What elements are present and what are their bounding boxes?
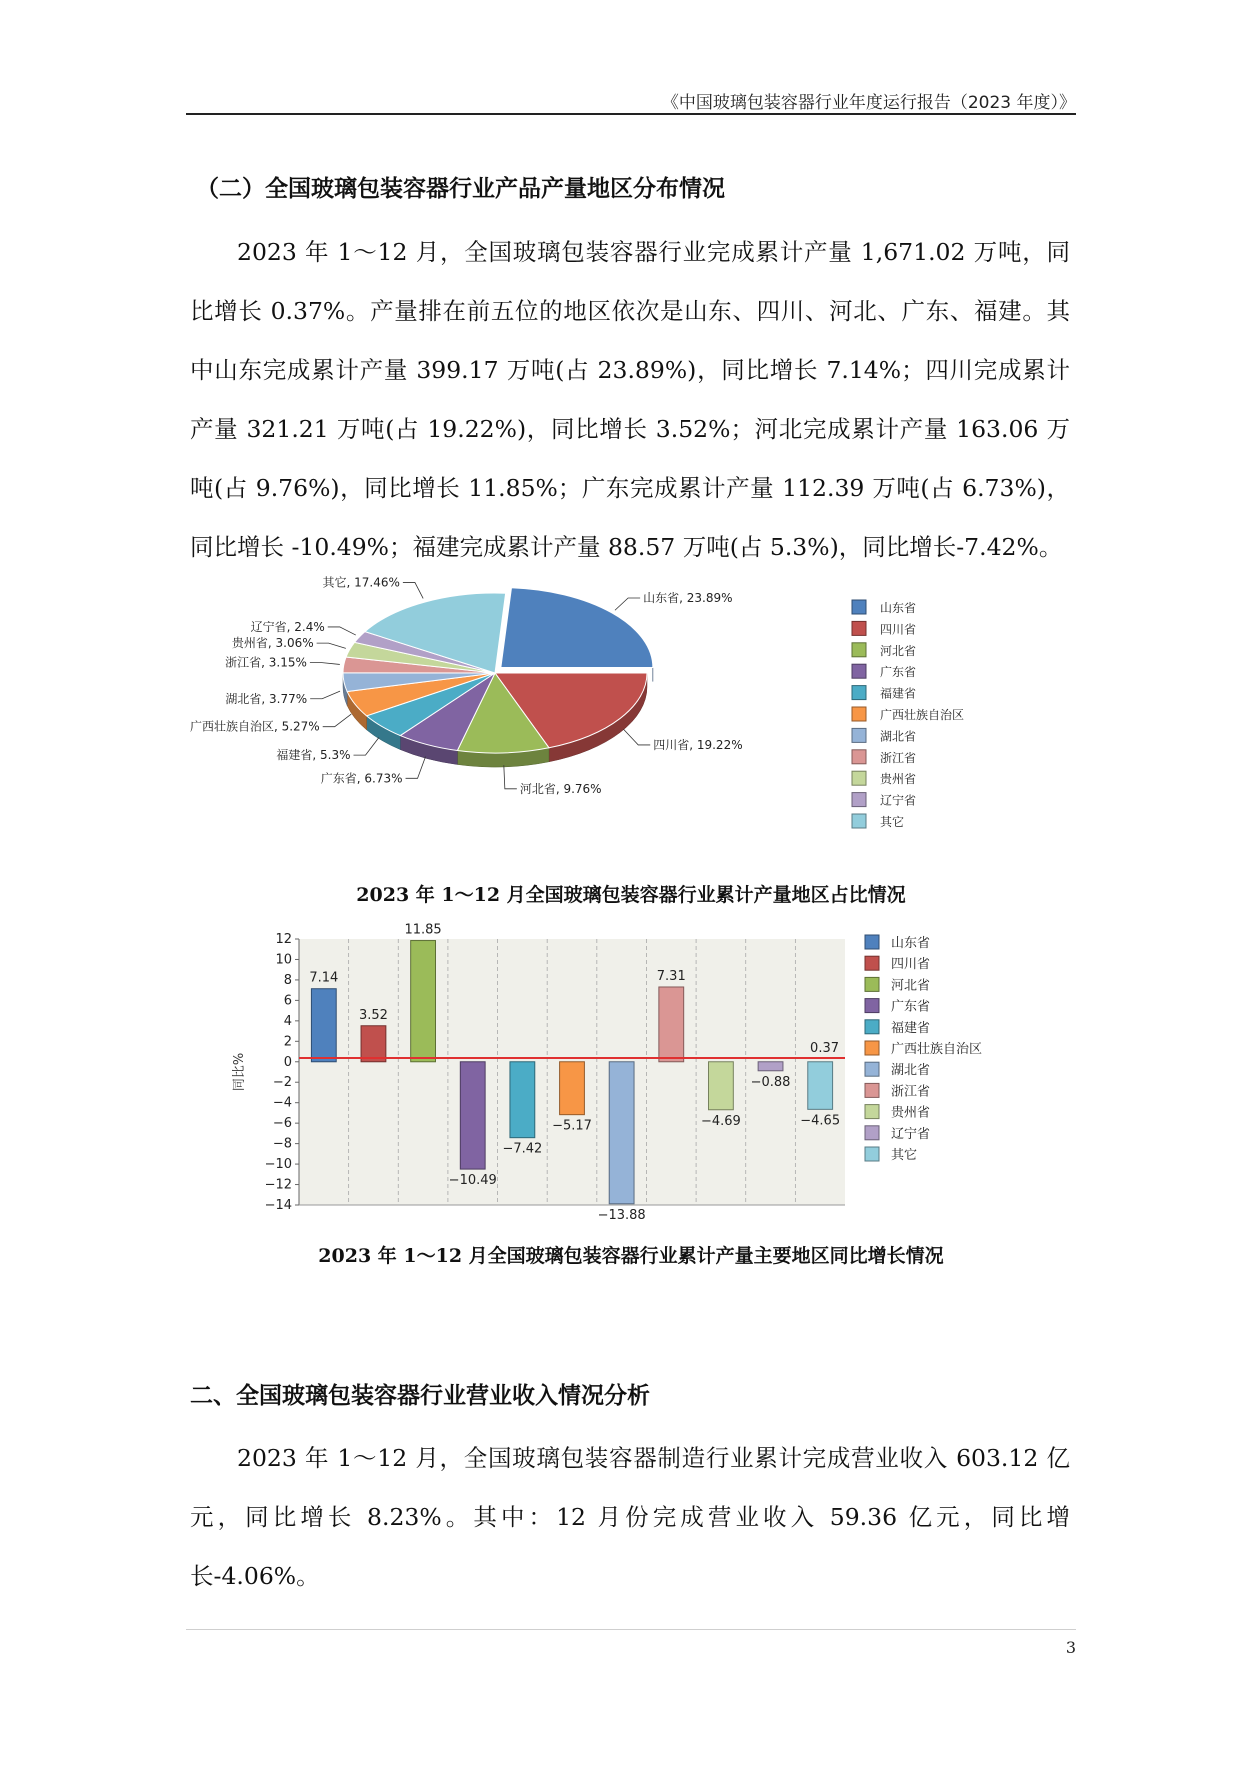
legend-label: 山东省 [891, 936, 931, 951]
y-tick-label: 12 [275, 932, 292, 947]
legend-label: 广西壮族自治区 [880, 708, 965, 722]
legend-label: 贵州省 [880, 772, 917, 787]
bar [311, 989, 336, 1062]
legend-swatch [852, 621, 866, 635]
bar-legend-item [865, 977, 930, 993]
bar-value-label: 11.85 [404, 922, 442, 938]
legend-swatch [865, 1105, 879, 1119]
bar-legend-item [865, 1041, 982, 1057]
pie-data-label: 四川省, 19.22% [653, 737, 743, 752]
bar-value-label: −13.88 [597, 1207, 646, 1223]
legend-swatch [852, 686, 866, 700]
legend-label: 四川省 [880, 622, 917, 637]
legend-label: 河北省 [891, 978, 931, 994]
pie-data-label: 广东省, 6.73% [320, 771, 403, 786]
pie-leader-line [623, 729, 650, 745]
legend-label: 浙江省 [891, 1084, 931, 1100]
legend-swatch [865, 1126, 879, 1140]
legend-label: 湖北省 [891, 1063, 931, 1079]
legend-swatch [852, 728, 866, 742]
legend-swatch [852, 793, 866, 807]
legend-swatch [852, 707, 866, 721]
bar-value-label: −0.88 [750, 1074, 791, 1090]
bar [460, 1062, 485, 1169]
running-header: 《中国玻璃包装容器行业年度运行报告（2023 年度）》 [661, 93, 1076, 113]
legend-swatch [865, 1083, 879, 1097]
pie-legend-item [852, 750, 916, 765]
legend-label: 广东省 [891, 999, 931, 1015]
bar-legend-item [865, 935, 930, 951]
pie-leader-line [317, 643, 346, 648]
bar-legend-item [865, 999, 930, 1015]
footer-rule [186, 1629, 1076, 1630]
pie-data-label: 贵州省, 3.06% [231, 636, 314, 651]
legend-swatch [865, 1147, 879, 1161]
legend-swatch [865, 999, 879, 1013]
pie-chart [189, 575, 1020, 860]
legend-label: 贵州省 [891, 1105, 931, 1121]
bar [411, 941, 436, 1062]
bar-chart-caption: 2023 年 1～12 月全国玻璃包装容器行业累计产量主要地区同比增长情况 [318, 1245, 944, 1267]
pie-slice [501, 588, 653, 668]
y-tick-label: −2 [272, 1075, 292, 1091]
legend-swatch [865, 1020, 879, 1034]
legend-swatch [852, 643, 866, 657]
bar [758, 1062, 783, 1071]
y-tick-label: 2 [283, 1034, 292, 1050]
bar-legend-item [865, 1083, 930, 1099]
legend-swatch [865, 935, 879, 949]
legend-label: 广西壮族自治区 [891, 1042, 983, 1057]
bar [560, 1062, 585, 1115]
bar-value-label: −5.17 [552, 1118, 592, 1134]
bar [361, 1026, 386, 1062]
pie-leader-line [354, 738, 379, 756]
legend-swatch [852, 814, 866, 828]
legend-label: 福建省 [891, 1020, 931, 1036]
bar [510, 1062, 535, 1138]
bar-value-label: −7.42 [502, 1141, 543, 1157]
y-axis-label: 同比% [232, 1052, 247, 1092]
pie-data-label: 河北省, 9.76% [519, 781, 602, 796]
production-paragraph: 2023 年 1～12 月，全国玻璃包装容器行业完成累计产量 1,671.02 万吨，同比增长 0.37%。产量排在前五位的地区依次是山东、四川、河北、广东、福建。其中山东完成累计产量 399.17 万吨(占 23.89%)，同比增长 7.14%；四川完成累计产量 321.21 万吨(占 19.22%)，同比增长 3.52%；河北完成累计产量 163.06 万吨(占 9.76%)，同比增长 11.85%；广东完成累计产量 112.39 万吨(占 6.73%)，同比增长 -10.49%；福建完成累计产量 88.57 万吨(占 5.3%)，同比增长-7.42%。 [190, 238, 1070, 561]
legend-swatch [852, 664, 866, 678]
pie-chart-caption: 2023 年 1～12 月全国玻璃包装容器行业累计产量地区占比情况 [356, 884, 906, 906]
bar-value-label: −4.69 [700, 1113, 741, 1129]
y-tick-label: −12 [264, 1177, 292, 1193]
pie-legend-item [852, 600, 916, 615]
y-tick-label: −14 [264, 1198, 292, 1213]
legend-label: 浙江省 [880, 750, 917, 765]
bar [709, 1062, 734, 1110]
legend-swatch [865, 1062, 879, 1076]
pie-legend-item [852, 643, 916, 658]
legend-label: 山东省 [880, 601, 917, 615]
legend-label: 福建省 [880, 686, 917, 701]
bar [609, 1062, 634, 1204]
pie-data-label: 其它, 17.46% [322, 575, 400, 590]
legend-label: 河北省 [880, 643, 917, 658]
y-tick-label: −10 [264, 1157, 292, 1173]
bar-legend-item [865, 1020, 930, 1036]
pie-leader-line [328, 627, 356, 635]
bar-value-label: −10.49 [448, 1173, 497, 1189]
legend-label: 其它 [891, 1148, 918, 1163]
legend-label: 湖北省 [880, 729, 917, 744]
bar-legend-item [865, 1126, 930, 1142]
pie-leader-line [615, 598, 640, 610]
bar-value-label: 7.14 [309, 970, 339, 986]
pie-legend-item [852, 814, 904, 829]
legend-label: 广东省 [880, 665, 917, 680]
legend-label: 四川省 [891, 957, 931, 973]
section-heading-revenue: 二、全国玻璃包装容器行业营业收入情况分析 [190, 1383, 650, 1409]
legend-swatch [865, 977, 879, 991]
page-number: 3 [1065, 1638, 1076, 1657]
y-tick-label: 0 [283, 1054, 292, 1070]
y-tick-label: 10 [275, 952, 292, 968]
pie-leader-line [310, 663, 340, 665]
legend-swatch [865, 1041, 879, 1055]
pie-leader-line [310, 691, 340, 699]
pie-data-label: 山东省, 23.89% [643, 590, 733, 605]
pie-data-label: 广西壮族自治区, 5.27% [189, 719, 320, 734]
pie-legend-item [852, 621, 916, 636]
bar-value-label: 3.52 [358, 1007, 388, 1023]
header-rule [186, 113, 1076, 115]
pie-legend-item [852, 664, 916, 679]
pie-data-label: 浙江省, 3.15% [225, 655, 307, 670]
pie-legend-item [852, 771, 916, 786]
bar-value-label: −4.65 [800, 1113, 841, 1129]
y-tick-label: −4 [272, 1095, 292, 1111]
legend-swatch [852, 771, 866, 785]
legend-label: 其它 [880, 815, 905, 829]
pie-leader-line [504, 765, 517, 789]
y-tick-label: −8 [272, 1136, 292, 1152]
revenue-paragraph: 2023 年 1～12 月，全国玻璃包装容器制造行业累计完成营业收入 603.12 亿元，同比增长 8.23%。其中：12 月份完成营业收入 59.36 亿元，同比增长-4.06%。 [190, 1444, 1070, 1590]
y-tick-label: 6 [283, 993, 292, 1009]
bar-legend-item [865, 1105, 930, 1121]
legend-swatch [852, 600, 866, 614]
pie-legend-item [852, 686, 916, 701]
y-tick-label: −6 [272, 1116, 292, 1132]
pie-data-label: 辽宁省, 2.4% [250, 619, 325, 634]
pie-legend-item [852, 793, 916, 808]
section-heading-production: （二）全国玻璃包装容器行业产品产量地区分布情况 [196, 176, 725, 202]
pie-leader-line [403, 582, 423, 598]
legend-label: 辽宁省 [880, 793, 917, 808]
bar [659, 987, 684, 1062]
legend-swatch [865, 956, 879, 970]
bar-value-label: 7.31 [656, 968, 686, 984]
bar-legend-item [865, 1062, 930, 1078]
legend-label: 辽宁省 [891, 1126, 931, 1142]
pie-data-label: 湖北省, 3.77% [225, 691, 308, 706]
bar-legend-item [865, 956, 930, 972]
y-tick-label: 8 [283, 972, 292, 988]
bar-legend-item [865, 1147, 917, 1163]
pie-leader-line [406, 757, 426, 779]
pie-data-label: 福建省, 5.3% [276, 748, 351, 763]
legend-swatch [852, 750, 866, 764]
total-growth-label: 0.37 [810, 1040, 839, 1056]
bar-chart [225, 922, 1025, 1225]
pie-legend-item [852, 707, 964, 722]
pie-leader-line [323, 714, 352, 727]
y-tick-label: 4 [283, 1013, 292, 1029]
bar [808, 1062, 833, 1110]
pie-legend-item [852, 728, 916, 743]
